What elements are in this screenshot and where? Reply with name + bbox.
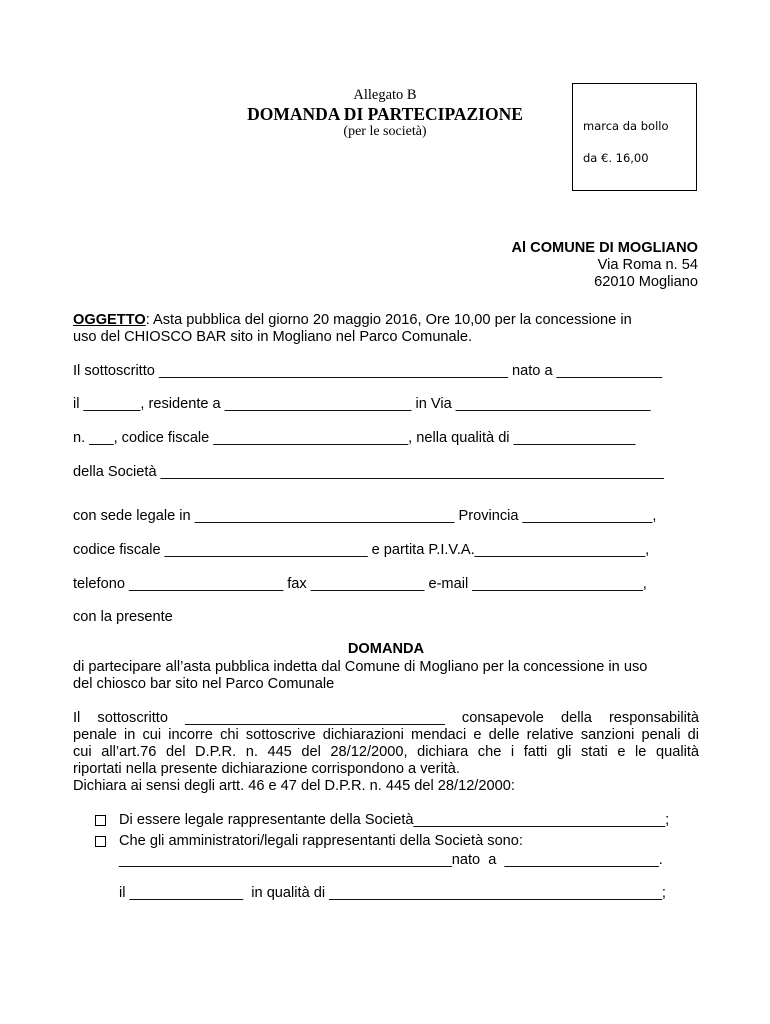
document-title: DOMANDA DI PARTECIPAZIONE <box>247 104 523 124</box>
subject-line-2: uso del CHIOSCO BAR sito in Mogliano nel Parco Comunale. <box>73 329 473 345</box>
checkbox-legal-representative[interactable] <box>95 815 106 826</box>
field-legal-seat[interactable]: con sede legale in ________________________________ Provincia ________________, <box>73 508 657 524</box>
field-contacts[interactable]: telefono ___________________ fax ______________ e-mail _____________________, <box>73 576 647 592</box>
presente-text: con la presente <box>73 609 173 625</box>
domanda-line-1: di partecipare all’asta pubblica indetta dal Comune di Mogliano per la concessione in uso <box>73 659 648 675</box>
field-administrator-role[interactable]: il ______________ in qualità di _________________________________________; <box>119 885 666 901</box>
declaration-line-2: penale in cui incorre chi sottoscrive dichiarazioni mendaci e delle relative sanzioni penali di <box>73 727 699 743</box>
stamp-amount: da €. 16,00 <box>583 151 649 165</box>
declaration-line-4: riportati nella presente dichiarazione corrispondono a verità. <box>73 761 460 777</box>
declaration-line-3: cui all’art.76 del D.P.R. n. 445 del 28/12/2000, dichiara che i fatti gli stati e le qualità <box>73 744 699 760</box>
field-undersigned[interactable]: Il sottoscritto ___________________________________________ nato a _____________ <box>73 363 663 379</box>
annex-label: Allegato B <box>353 87 417 103</box>
revenue-stamp-box <box>572 83 697 191</box>
field-tax-code[interactable]: n. ___, codice fiscale ________________________, nella qualità di _______________ <box>73 430 636 446</box>
recipient-street: Via Roma n. 54 <box>597 257 698 273</box>
field-company-codes[interactable]: codice fiscale _________________________ e partita P.I.V.A._____________________, <box>73 542 650 558</box>
recipient-name: Al COMUNE DI MOGLIANO <box>511 240 698 256</box>
document-subtitle: (per le società) <box>343 124 427 139</box>
checklist-item-1: Di essere legale rappresentante della Società_______________________________; <box>119 812 670 828</box>
domanda-line-2: del chiosco bar sito nel Parco Comunale <box>73 676 335 692</box>
recipient-city: 62010 Mogliano <box>594 274 698 290</box>
subject-line-1 <box>73 312 632 329</box>
stamp-label: marca da bollo <box>583 119 669 133</box>
checklist-item-2: Che gli amministratori/legali rappresentanti della Società sono: <box>119 833 523 849</box>
subject-text-1: : Asta pubblica del giorno 20 maggio 2016, Ore 10,00 per la concessione in <box>145 312 632 328</box>
subject-label: OGGETTO <box>73 312 146 328</box>
field-birth-residence[interactable]: il _______, residente a _______________________ in Via ________________________ <box>73 396 651 412</box>
domanda-heading: DOMANDA <box>347 641 425 657</box>
declaration-line-5: Dichiara ai sensi degli artt. 46 e 47 del D.P.R. n. 445 del 28/12/2000: <box>73 778 515 794</box>
declaration-line-1: Il sottoscritto ________________________________ consapevole della responsabilità <box>73 710 699 726</box>
field-company[interactable]: della Società ______________________________________________________________ <box>73 464 664 480</box>
field-administrator-name[interactable]: _________________________________________nato a ___________________. <box>119 852 663 868</box>
checkbox-administrators[interactable] <box>95 836 106 847</box>
